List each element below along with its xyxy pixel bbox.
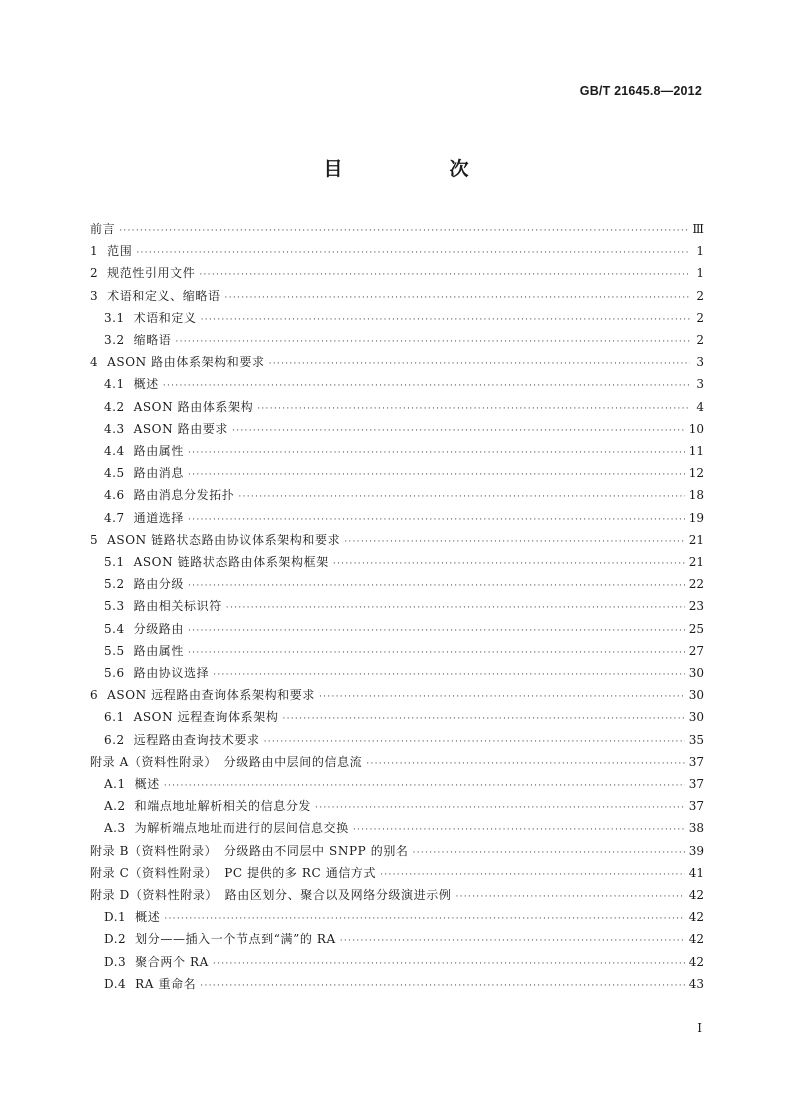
toc-entry-page: 37 xyxy=(688,754,704,769)
toc-entry-page: 30 xyxy=(688,710,704,725)
toc-entry-number: A.3 xyxy=(104,821,126,836)
toc-entry-title: 缩略语 xyxy=(133,333,172,347)
toc-entry-page: 21 xyxy=(688,532,704,547)
toc-entry[interactable] xyxy=(104,375,704,395)
toc-entry-page: 11 xyxy=(688,444,704,458)
toc-leader-dots xyxy=(188,470,685,480)
toc-entry-title: 路由消息 xyxy=(133,466,184,481)
toc-entry-number: D.1 xyxy=(104,910,127,925)
toc-entry-number: 6.1 xyxy=(104,710,125,725)
toc-entry-page: 37 xyxy=(688,799,704,814)
page-number: Ⅰ xyxy=(697,1021,702,1035)
toc-leader-dots xyxy=(340,936,685,946)
toc-entry-page: 21 xyxy=(688,555,704,569)
toc-entry[interactable] xyxy=(90,242,704,262)
toc-leader-dots xyxy=(188,648,685,658)
toc-entry-page: 30 xyxy=(688,666,704,680)
toc-entry-page: Ⅲ xyxy=(692,222,704,236)
toc-entry[interactable] xyxy=(104,420,704,440)
toc-entry-number: 3 xyxy=(90,288,99,303)
toc-entry-title: 概述 xyxy=(134,777,160,791)
toc-entry-page: 3 xyxy=(696,377,704,392)
toc-leader-dots xyxy=(188,515,685,525)
toc-entry-page: 12 xyxy=(688,466,704,481)
toc-leader-dots xyxy=(119,226,688,236)
toc-leader-dots xyxy=(269,359,690,369)
toc-leader-dots xyxy=(226,603,685,613)
toc-entry[interactable] xyxy=(104,975,704,995)
toc-entry-title: 附录 C（资料性附录） PC 提供的多 RC 通信方式 xyxy=(90,865,377,880)
toc-entry-title: RA 重命名 xyxy=(135,976,197,991)
toc-leader-dots xyxy=(319,692,685,702)
toc-entry-number: 6.2 xyxy=(104,732,125,747)
toc-entry-page: 22 xyxy=(688,577,704,592)
standard-code: GB/T 21645.8—2012 xyxy=(579,84,702,98)
toc-entry-title: 术语和定义 xyxy=(133,310,197,325)
toc-entry-title: 概述 xyxy=(135,910,161,925)
toc-entry[interactable] xyxy=(90,287,704,307)
toc-leader-dots xyxy=(238,492,684,502)
toc-entry-number: 5.2 xyxy=(104,577,125,592)
toc-entry-number: D.3 xyxy=(104,954,127,969)
toc-entry-number: 5 xyxy=(90,532,99,547)
toc-leader-dots xyxy=(413,848,685,858)
toc-entry-page: 41 xyxy=(688,865,704,880)
toc-entry-title: ASON 链路状态路由协议体系架构和要求 xyxy=(107,532,341,547)
toc-entry-page: 3 xyxy=(696,355,704,370)
toc-entry-title: 术语和定义、缩略语 xyxy=(107,288,221,303)
toc-entry[interactable] xyxy=(104,797,704,817)
toc-entry[interactable] xyxy=(104,664,704,684)
toc-entry[interactable] xyxy=(90,842,704,862)
toc-entry-number: 5.4 xyxy=(104,621,125,636)
toc-entry-number: A.1 xyxy=(104,777,126,791)
toc-entry[interactable] xyxy=(90,753,704,773)
toc-leader-dots xyxy=(188,448,685,458)
toc-leader-dots xyxy=(175,337,690,347)
toc-entry-title: 规范性引用文件 xyxy=(107,266,196,281)
toc-entry[interactable] xyxy=(104,775,704,795)
toc-entry-title: 路由属性 xyxy=(133,444,184,458)
toc-entry-title: 前言 xyxy=(90,222,116,236)
toc-entry-number: 4.7 xyxy=(104,510,125,525)
toc-entry[interactable] xyxy=(104,953,704,973)
toc-leader-dots xyxy=(366,759,684,769)
toc-leader-dots xyxy=(163,381,690,391)
toc-entry-page: 25 xyxy=(688,621,704,636)
toc-entry-number: 6 xyxy=(90,688,99,703)
toc-leader-dots xyxy=(199,270,690,280)
toc-entry[interactable] xyxy=(104,442,704,462)
toc-entry[interactable] xyxy=(104,486,704,506)
toc-entry-page: 38 xyxy=(688,821,704,836)
toc-entry-number: 4.1 xyxy=(104,377,125,392)
toc-leader-dots xyxy=(257,404,690,414)
toc-entry[interactable] xyxy=(104,819,704,839)
toc-entry-number: 4.5 xyxy=(104,466,125,481)
toc-entry-title: ASON 远程查询体系架构 xyxy=(133,710,279,725)
toc-entry-title: 路由协议选择 xyxy=(133,666,210,680)
toc-entry-page: 2 xyxy=(696,288,704,303)
toc-entry-page: 10 xyxy=(688,421,704,436)
toc-entry-number: 5.1 xyxy=(104,555,125,569)
toc-leader-dots xyxy=(201,315,690,325)
toc-entry-page: 42 xyxy=(688,954,704,969)
toc-entry-number: A.2 xyxy=(104,799,126,814)
toc-entry[interactable] xyxy=(90,220,704,240)
toc-entry-number: 4.6 xyxy=(104,488,125,503)
toc-entry-title: 为解析端点地址而进行的层间信息交换 xyxy=(134,821,349,836)
toc-entry[interactable] xyxy=(104,908,704,928)
toc-entry[interactable] xyxy=(104,930,704,950)
toc-leader-dots xyxy=(333,559,685,569)
toc-entry-page: 37 xyxy=(688,777,704,791)
toc-leader-dots xyxy=(282,714,684,724)
toc-entry-number: 4.4 xyxy=(104,444,125,458)
toc-entry-title: 路由分级 xyxy=(133,577,184,592)
toc-entry-title: 附录 D（资料性附录） 路由区划分、聚合以及网络分级演进示例 xyxy=(90,888,452,902)
toc-entry-title: ASON 路由体系架构 xyxy=(133,399,254,414)
toc-leader-dots xyxy=(344,537,685,547)
toc-entry-page: 42 xyxy=(688,888,704,902)
toc-leader-dots xyxy=(164,914,684,924)
toc-entry-page: 42 xyxy=(688,910,704,925)
toc-entry-title: ASON 路由要求 xyxy=(133,421,229,436)
toc-entry[interactable] xyxy=(104,642,704,662)
toc-entry-page: 27 xyxy=(688,643,704,658)
toc-entry[interactable] xyxy=(90,686,704,706)
toc-entry-title: 路由消息分发拓扑 xyxy=(133,488,235,503)
toc-entry-title: 远程路由查询技术要求 xyxy=(133,732,260,747)
toc-entry-number: 4 xyxy=(90,355,99,370)
toc-leader-dots xyxy=(188,581,685,591)
toc-entry-title: 范围 xyxy=(107,244,133,259)
toc-entry[interactable] xyxy=(104,597,704,617)
toc-entry-title: 和端点地址解析相关的信息分发 xyxy=(134,799,312,814)
toc-entry-title: 路由属性 xyxy=(133,643,184,658)
toc-leader-dots xyxy=(213,670,685,680)
toc-entry-number: 4.2 xyxy=(104,399,125,414)
toc-entry-number: 2 xyxy=(90,266,99,281)
toc-entry-title: 划分——插入一个节点到“满”的 RA xyxy=(135,932,336,947)
toc-entry-number: 5.5 xyxy=(104,643,125,658)
toc-entry-page: 19 xyxy=(688,510,704,525)
toc-entry-number: D.4 xyxy=(104,976,127,991)
toc-entry[interactable] xyxy=(90,531,704,551)
toc-leader-dots xyxy=(353,825,685,835)
toc-entry[interactable] xyxy=(104,309,704,329)
toc-entry-page: 35 xyxy=(688,732,704,747)
toc-entry-page: 43 xyxy=(688,976,704,991)
toc-entry[interactable] xyxy=(104,575,704,595)
toc-entry-title: 路由相关标识符 xyxy=(133,599,222,614)
toc-entry-title: ASON 路由体系架构和要求 xyxy=(107,355,265,370)
toc-entry-page: 1 xyxy=(696,266,704,281)
toc-entry-number: 3.2 xyxy=(104,333,125,347)
toc-leader-dots xyxy=(164,781,685,791)
toc-entry-title: 聚合两个 RA xyxy=(135,954,209,969)
toc-entry-page: 42 xyxy=(688,932,704,947)
toc-entry[interactable] xyxy=(104,509,704,529)
toc-entry-number: 1 xyxy=(90,244,99,259)
toc-entry-page: 30 xyxy=(688,688,704,703)
toc-leader-dots xyxy=(315,803,685,813)
toc-entry-title: ASON 远程路由查询体系架构和要求 xyxy=(107,688,315,703)
toc-entry-title: 附录 B（资料性附录） 分级路由不同层中 SNPP 的别名 xyxy=(90,843,409,858)
toc-entry-page: 18 xyxy=(688,488,704,503)
toc-entry-page: 39 xyxy=(688,843,704,858)
toc-entry-page: 23 xyxy=(688,599,704,614)
toc-leader-dots xyxy=(455,892,684,902)
toc-entry-title: ASON 链路状态路由体系架构框架 xyxy=(133,555,329,569)
toc-entry[interactable] xyxy=(90,864,704,884)
toc-entry[interactable] xyxy=(104,553,704,573)
toc-entry-page: 2 xyxy=(696,333,704,347)
toc-entry-title: 分级路由 xyxy=(133,621,184,636)
toc-entry-number: 4.3 xyxy=(104,421,125,436)
toc-entry-page: 4 xyxy=(696,399,704,414)
toc-entry[interactable] xyxy=(104,708,704,728)
toc-entry-number: D.2 xyxy=(104,932,127,947)
toc-entry[interactable] xyxy=(104,731,704,751)
toc-leader-dots xyxy=(232,426,685,436)
toc-entry-title: 通道选择 xyxy=(133,510,184,525)
toc-entry[interactable] xyxy=(90,353,704,373)
toc-entry-title: 概述 xyxy=(133,377,159,392)
toc-leader-dots xyxy=(225,293,690,303)
toc-entry-number: 5.6 xyxy=(104,666,125,680)
toc-entry-page: 1 xyxy=(696,244,704,259)
toc-entry-number: 5.3 xyxy=(104,599,125,614)
toc-leader-dots xyxy=(188,626,685,636)
toc-entry-number: 3.1 xyxy=(104,310,125,325)
toc-entry[interactable] xyxy=(90,264,704,284)
toc-entry[interactable] xyxy=(104,464,704,484)
page-title: 目 次 xyxy=(323,158,513,180)
toc-entry[interactable] xyxy=(90,886,704,906)
toc-entry[interactable] xyxy=(104,620,704,640)
toc-leader-dots xyxy=(380,870,685,880)
toc-leader-dots xyxy=(136,248,690,258)
toc-leader-dots xyxy=(264,737,685,747)
toc-leader-dots xyxy=(213,959,685,969)
toc-entry[interactable] xyxy=(104,331,704,351)
toc-entry-page: 2 xyxy=(696,310,704,325)
toc-leader-dots xyxy=(200,981,684,991)
toc-entry[interactable] xyxy=(104,398,704,418)
toc-entry-title: 附录 A（资料性附录） 分级路由中层间的信息流 xyxy=(90,754,363,769)
